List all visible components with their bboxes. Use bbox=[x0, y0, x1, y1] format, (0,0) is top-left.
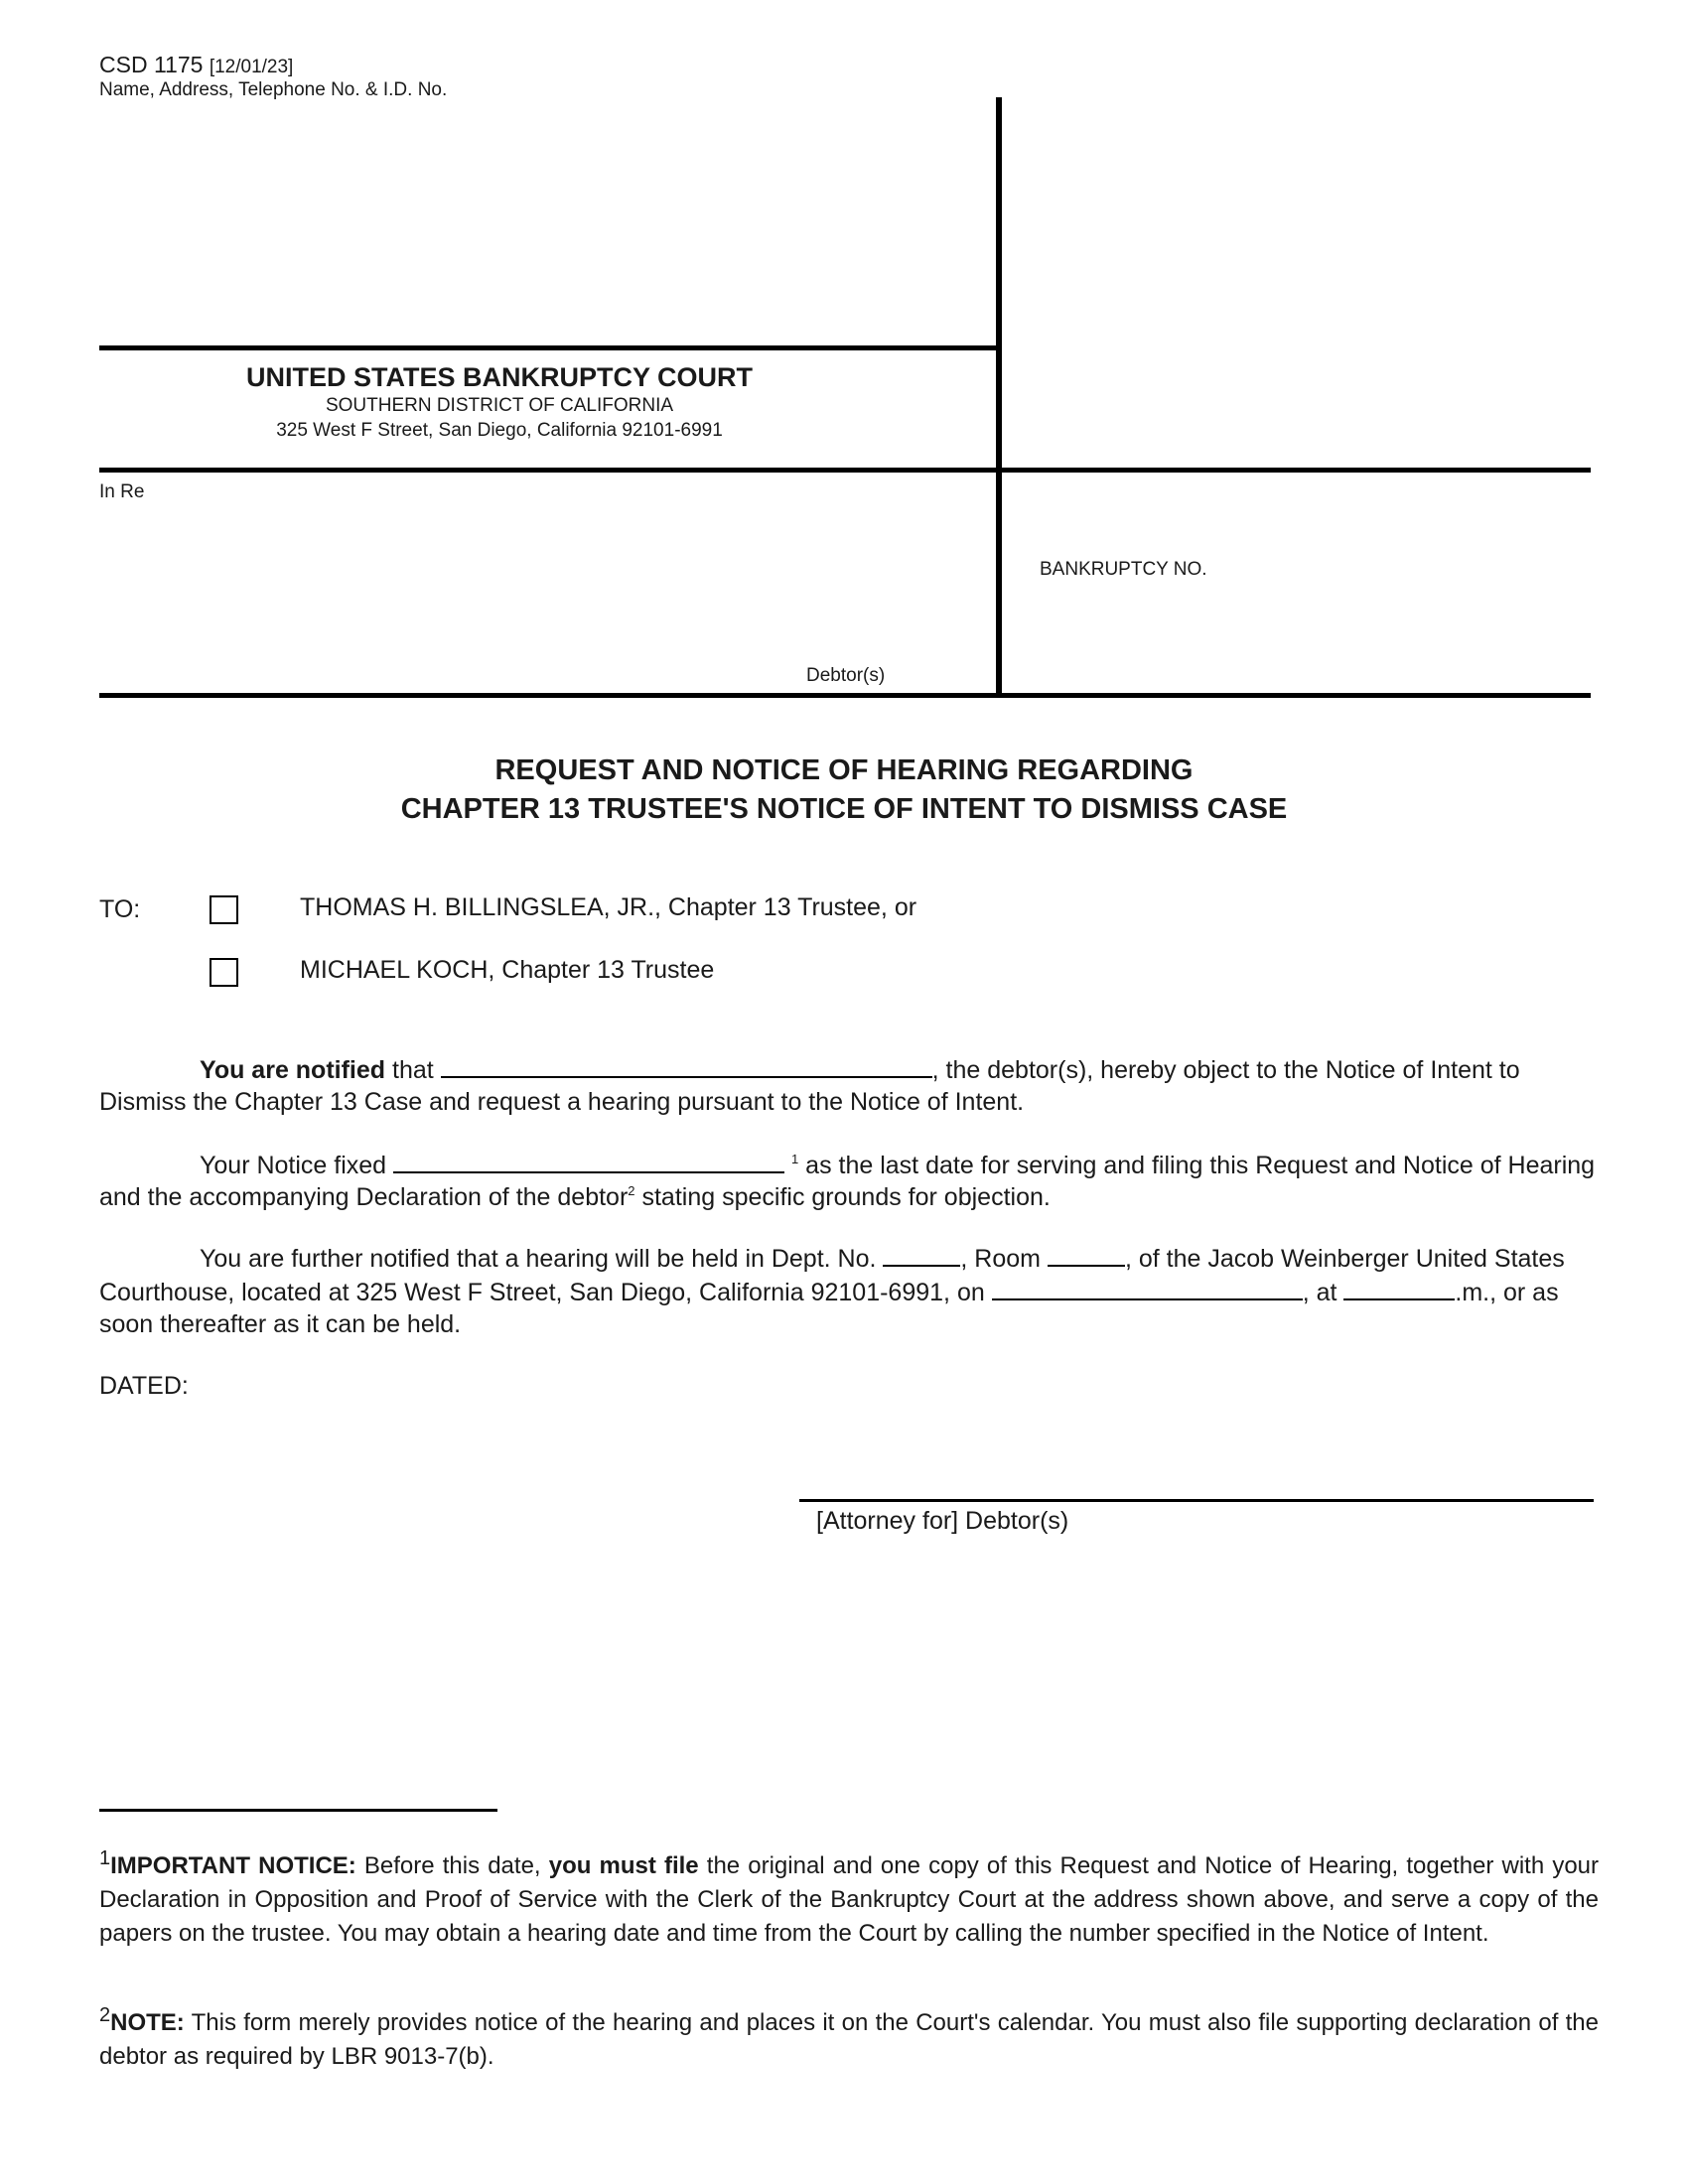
footnote-1-bold: you must file bbox=[548, 1852, 699, 1879]
footnote-separator bbox=[99, 1809, 497, 1812]
form-code bbox=[99, 52, 293, 78]
p3-text-a: You are further notified that a hearing will be held in Dept. No. bbox=[200, 1245, 884, 1273]
footnote-1-text-a: Before this date, bbox=[355, 1852, 549, 1879]
signature-label: [Attorney for] Debtor(s) bbox=[816, 1507, 1069, 1535]
p2-text-a: Your Notice fixed bbox=[200, 1152, 394, 1179]
p2-text-c: stating specific grounds for objection. bbox=[634, 1183, 1051, 1211]
paragraph-hearing bbox=[99, 1241, 1599, 1340]
signature-line[interactable] bbox=[799, 1499, 1594, 1502]
option-trustee-koch: MICHAEL KOCH, Chapter 13 Trustee bbox=[300, 956, 715, 984]
name-address-label: Name, Address, Telephone No. & I.D. No. bbox=[99, 79, 448, 100]
bankruptcy-no-label: BANKRUPTCY NO. bbox=[1040, 559, 1207, 580]
checkbox-trustee-billingslea[interactable] bbox=[210, 895, 238, 924]
footnote-ref-2: 2 bbox=[628, 1183, 635, 1198]
footnote-2-heading: NOTE: bbox=[110, 2009, 185, 2036]
notified-bold: You are notified bbox=[200, 1056, 386, 1084]
footnote-ref-1: 1 bbox=[790, 1152, 799, 1166]
checkbox-trustee-koch[interactable] bbox=[210, 958, 238, 987]
footnote-2-text: This form merely provides notice of the hearing and places it on the Court's calendar. You must also file supporting declaration of the debtor as required by LBR 9013-7(b). bbox=[99, 2009, 1599, 2070]
caption-vertical-divider bbox=[996, 97, 1002, 697]
footnote-1 bbox=[99, 1842, 1599, 1951]
paragraph-notification bbox=[99, 1052, 1599, 1118]
to-label: TO: bbox=[99, 895, 141, 923]
dept-no-field[interactable] bbox=[883, 1241, 960, 1267]
court-address: 325 West F Street, San Diego, California 92101-6991 bbox=[276, 420, 723, 441]
court-district: SOUTHERN DISTRICT OF CALIFORNIA bbox=[325, 395, 674, 416]
caption-line-middle bbox=[99, 468, 1591, 473]
caption-line-bottom bbox=[99, 693, 1591, 698]
footnote-2 bbox=[99, 1998, 1599, 2074]
footnote-1-text-b: the original and one copy of this Request and Notice of Hearing, together with your Declaration in Opposition and Proof of Service with the Clerk of the Bankruptcy Court at the address shown above, and serve a copy of the papers on the trustee. You may obtain a hearing date and time from the Court by calling the number specified in the Notice of Intent. bbox=[99, 1852, 1600, 1947]
option-trustee-billingslea: THOMAS H. BILLINGSLEA, JR., Chapter 13 Trustee, or bbox=[300, 893, 917, 921]
caption-line-upper bbox=[99, 345, 999, 350]
p1-text-a: that bbox=[385, 1056, 441, 1084]
document-title-line2: CHAPTER 13 TRUSTEE'S NOTICE OF INTENT TO DISMISS CASE bbox=[400, 793, 1288, 825]
hearing-date-field[interactable] bbox=[992, 1275, 1303, 1300]
p2-text-b: as the last date for serving and filing this Request and Notice of Hearing and the accompanying Declaration of the debtor bbox=[99, 1152, 1596, 1211]
footnote-2-number: 2 bbox=[99, 2004, 111, 2026]
form-number: CSD 1175 bbox=[99, 52, 204, 77]
court-name: UNITED STATES BANKRUPTCY COURT bbox=[245, 362, 753, 392]
in-re-label: In Re bbox=[99, 481, 145, 502]
p3-text-b: , Room bbox=[960, 1245, 1048, 1273]
debtor-name-field[interactable] bbox=[441, 1052, 932, 1078]
footnote-1-heading: IMPORTANT NOTICE: bbox=[110, 1852, 356, 1879]
document-title-line1: REQUEST AND NOTICE OF HEARING REGARDING bbox=[494, 754, 1194, 786]
p1-text-b: , the debtor(s), hereby object to the Notice of Intent to Dismiss the Chapter 13 Case and request a hearing pursuant to the Notice of Intent. bbox=[99, 1056, 1520, 1116]
hearing-time-field[interactable] bbox=[1343, 1275, 1455, 1300]
footnote-1-number: 1 bbox=[99, 1847, 111, 1869]
debtors-label: Debtor(s) bbox=[806, 665, 886, 686]
room-field[interactable] bbox=[1048, 1241, 1125, 1267]
p3-text-c: , of the Jacob Weinberger United States Courthouse, located at 325 West F Street, San Diego, California 92101-6991, on bbox=[99, 1245, 1565, 1306]
form-revision: [12/01/23] bbox=[209, 57, 294, 77]
dated-label: DATED: bbox=[99, 1372, 189, 1400]
p3-text-d: , at bbox=[1302, 1279, 1344, 1306]
last-date-field[interactable] bbox=[393, 1148, 784, 1173]
p3-text-e: .m., or as soon thereafter as it can be held. bbox=[99, 1279, 1559, 1338]
paragraph-notice-fixed bbox=[99, 1148, 1599, 1213]
